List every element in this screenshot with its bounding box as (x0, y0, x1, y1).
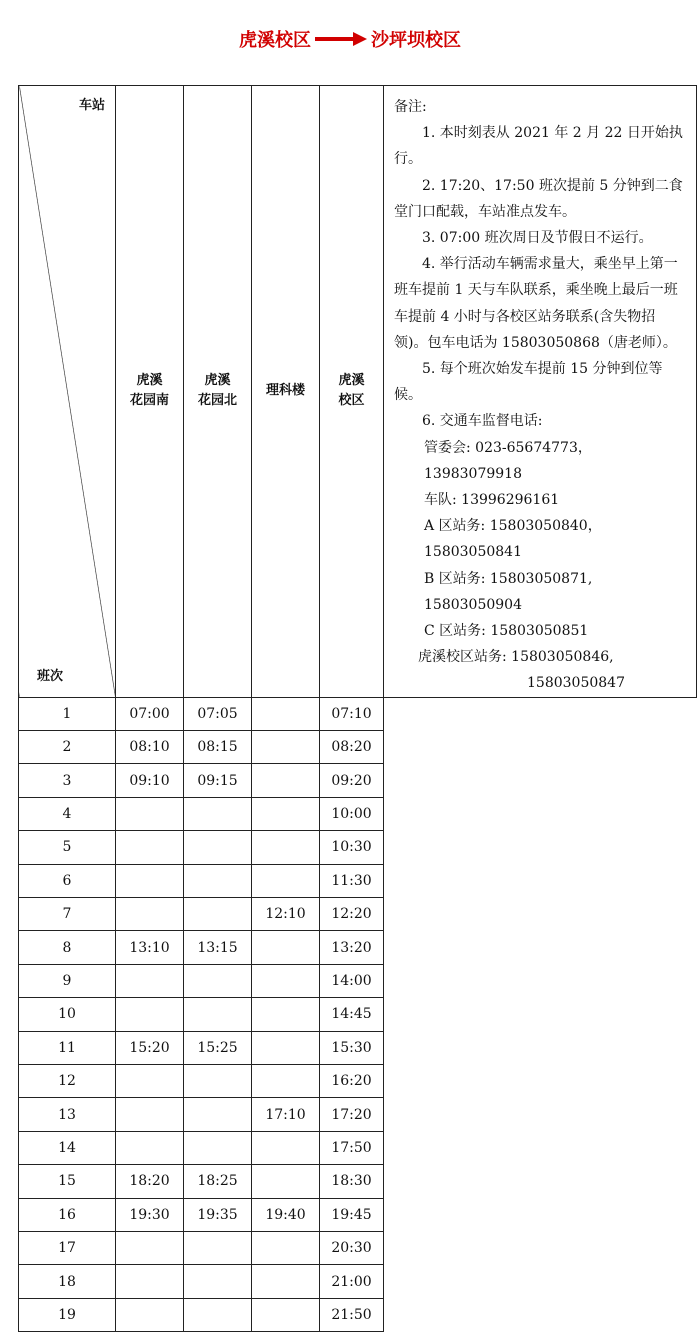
time-cell: 19:35 (184, 1198, 252, 1231)
time-cell (116, 1131, 184, 1164)
table-row (19, 1031, 697, 1064)
time-cell: 21:00 (320, 1265, 384, 1298)
table-row (19, 764, 697, 797)
time-cell: 09:15 (184, 764, 252, 797)
trip-number-cell: 2 (19, 731, 116, 764)
trip-number-cell: 14 (19, 1131, 116, 1164)
table-row (19, 1064, 697, 1097)
time-cell (252, 1131, 320, 1164)
time-cell: 13:10 (116, 931, 184, 964)
table-row (19, 797, 697, 830)
trip-number-cell: 16 (19, 1198, 116, 1231)
time-cell (252, 1165, 320, 1198)
time-cell (252, 697, 320, 730)
time-cell: 19:45 (320, 1198, 384, 1231)
trip-number-cell: 11 (19, 1031, 116, 1064)
trip-header-label: 班次 (37, 668, 64, 684)
note-item: 2. 17:20、17:50 班次提前 5 分钟到二食堂门口配载，车站准点发车。 (394, 177, 683, 220)
trip-number-cell: 8 (19, 931, 116, 964)
time-cell: 08:10 (116, 731, 184, 764)
table-row (19, 964, 697, 997)
note-item: 4. 举行活动车辆需求量大，乘坐早上第一班车提前 1 天与车队联系，乘坐晚上最后一班车提前 4 小时与各校区站务联系(含失物招领)。包车电话为 15803050868（唐老师）。 (394, 256, 678, 351)
arrow-right-icon (315, 32, 367, 46)
time-cell (184, 1064, 252, 1097)
time-cell (184, 864, 252, 897)
contact-line: 15803050847 (527, 675, 625, 692)
time-cell (252, 797, 320, 830)
table-row (19, 864, 697, 897)
trip-number-cell: 5 (19, 831, 116, 864)
table-row (19, 831, 697, 864)
station-header: 虎溪 花园南 (116, 86, 184, 698)
time-cell (252, 931, 320, 964)
time-cell (184, 1265, 252, 1298)
trip-number-cell: 19 (19, 1298, 116, 1331)
time-cell: 20:30 (320, 1231, 384, 1264)
time-cell (252, 864, 320, 897)
table-row (19, 1098, 697, 1131)
time-cell (252, 731, 320, 764)
time-cell (116, 898, 184, 931)
time-cell (252, 1298, 320, 1331)
time-cell (252, 1265, 320, 1298)
time-cell: 17:10 (252, 1098, 320, 1131)
time-cell (184, 1231, 252, 1264)
time-cell (252, 831, 320, 864)
time-cell: 07:05 (184, 697, 252, 730)
time-cell: 09:10 (116, 764, 184, 797)
notes-heading: 备注: (394, 99, 427, 115)
corner-header (19, 86, 116, 698)
trip-number-cell: 13 (19, 1098, 116, 1131)
table-row (19, 1198, 697, 1231)
time-cell (116, 998, 184, 1031)
time-cell (116, 964, 184, 997)
station-header: 虎溪 花园北 (184, 86, 252, 698)
table-row (19, 1231, 697, 1264)
table-row (19, 731, 697, 764)
station-header: 理科楼 (252, 86, 320, 698)
table-row (19, 931, 697, 964)
time-cell (252, 964, 320, 997)
time-cell (184, 898, 252, 931)
time-cell: 19:40 (252, 1198, 320, 1231)
time-cell: 13:20 (320, 931, 384, 964)
time-cell: 12:20 (320, 898, 384, 931)
time-cell: 17:50 (320, 1131, 384, 1164)
time-cell (184, 1298, 252, 1331)
time-cell (184, 998, 252, 1031)
trip-number-cell: 10 (19, 998, 116, 1031)
contact-line: 管委会: 023-65674773，13983079918 (424, 439, 592, 482)
time-cell: 18:20 (116, 1165, 184, 1198)
time-cell: 13:15 (184, 931, 252, 964)
time-cell (252, 1031, 320, 1064)
trip-number-cell: 4 (19, 797, 116, 830)
time-cell (252, 998, 320, 1031)
time-cell (184, 1131, 252, 1164)
time-cell (116, 864, 184, 897)
time-cell (116, 797, 184, 830)
note-item: 3. 07:00 班次周日及节假日不运行。 (422, 230, 653, 247)
contact-line: 虎溪校区站务: 15803050846, (418, 649, 614, 666)
time-cell: 12:10 (252, 898, 320, 931)
header-row (19, 86, 697, 698)
trip-number-cell: 9 (19, 964, 116, 997)
time-cell (184, 1098, 252, 1131)
trip-number-cell: 18 (19, 1265, 116, 1298)
time-cell (116, 1265, 184, 1298)
time-cell: 15:30 (320, 1031, 384, 1064)
trip-number-cell: 3 (19, 764, 116, 797)
time-cell (116, 831, 184, 864)
page-title (0, 26, 700, 52)
time-cell: 19:30 (116, 1198, 184, 1231)
contact-line: B 区站务: 15803050871, 15803050904 (424, 570, 593, 613)
note-item: 5. 每个班次始发车提前 15 分钟到位等候。 (394, 361, 663, 404)
time-cell: 08:15 (184, 731, 252, 764)
time-cell: 07:10 (320, 697, 384, 730)
time-cell: 11:30 (320, 864, 384, 897)
time-cell (116, 1231, 184, 1264)
destination-campus: 沙坪坝校区 (371, 30, 461, 51)
time-cell (116, 1098, 184, 1131)
trip-number-cell: 15 (19, 1165, 116, 1198)
time-cell: 17:20 (320, 1098, 384, 1131)
table-row (19, 1131, 697, 1164)
time-cell: 10:00 (320, 797, 384, 830)
note-item: 6. 交通车监督电话: (422, 413, 543, 430)
time-cell: 18:25 (184, 1165, 252, 1198)
trip-number-cell: 17 (19, 1231, 116, 1264)
time-cell: 07:00 (116, 697, 184, 730)
station-header-label: 车站 (78, 98, 105, 113)
table-row (19, 697, 697, 730)
contact-line: C 区站务: 15803050851 (424, 623, 589, 640)
time-cell (252, 1064, 320, 1097)
time-cell: 16:20 (320, 1064, 384, 1097)
table-row (19, 1298, 697, 1331)
time-cell: 21:50 (320, 1298, 384, 1331)
table-row (19, 1165, 697, 1198)
trip-number-cell: 7 (19, 898, 116, 931)
time-cell: 10:30 (320, 831, 384, 864)
table-row (19, 898, 697, 931)
trip-number-cell: 12 (19, 1064, 116, 1097)
contact-line: 车队: 13996296161 (424, 492, 560, 509)
contact-line: A 区站务: 15803050840，15803050841 (424, 518, 602, 561)
timetable (18, 85, 697, 1332)
station-header: 虎溪 校区 (320, 86, 384, 698)
time-cell (184, 964, 252, 997)
time-cell: 09:20 (320, 764, 384, 797)
notes-panel (384, 86, 697, 698)
time-cell: 15:20 (116, 1031, 184, 1064)
time-cell (184, 831, 252, 864)
time-cell: 14:45 (320, 998, 384, 1031)
time-cell (116, 1298, 184, 1331)
time-cell (116, 1064, 184, 1097)
trip-number-cell: 6 (19, 864, 116, 897)
time-cell (252, 1231, 320, 1264)
trip-number-cell: 1 (19, 697, 116, 730)
note-item: 1. 本时刻表从 2021 年 2 月 22 日开始执行。 (394, 125, 683, 168)
table-row (19, 1265, 697, 1298)
time-cell: 14:00 (320, 964, 384, 997)
origin-campus: 虎溪校区 (239, 30, 311, 51)
time-cell: 18:30 (320, 1165, 384, 1198)
time-cell: 15:25 (184, 1031, 252, 1064)
table-row (19, 998, 697, 1031)
time-cell (184, 797, 252, 830)
time-cell: 08:20 (320, 731, 384, 764)
time-cell (252, 764, 320, 797)
